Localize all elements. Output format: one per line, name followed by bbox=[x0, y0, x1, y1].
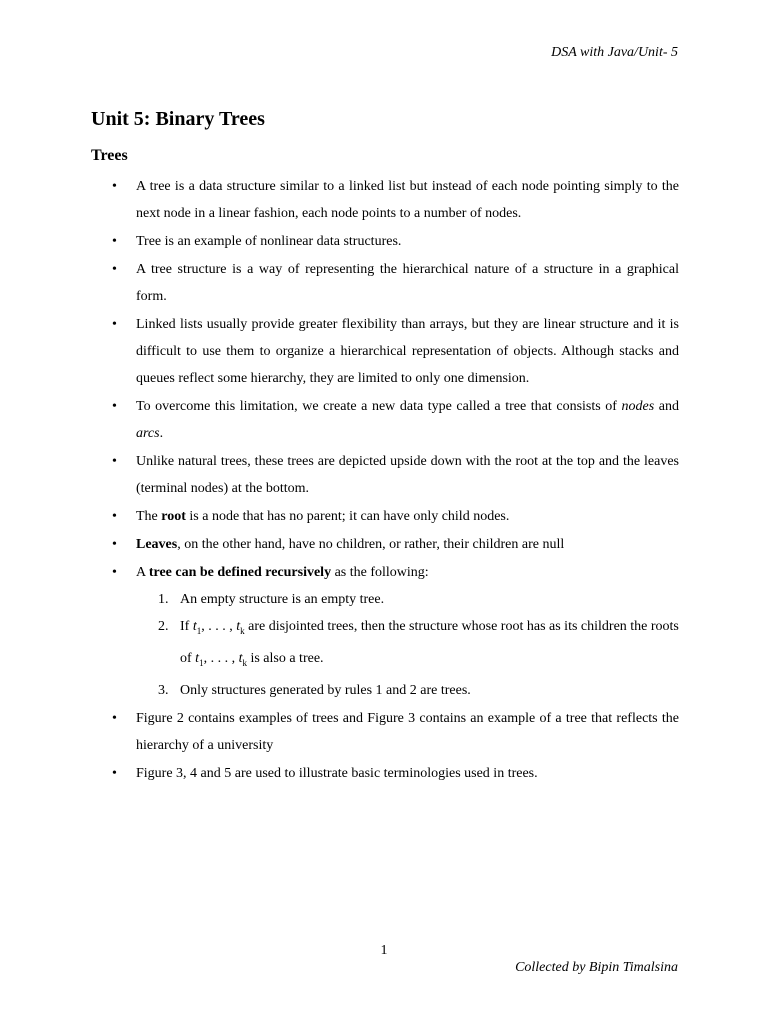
rule-text: Only structures generated by rules 1 and 2 are trees. bbox=[180, 682, 471, 698]
rule-text: , . . . , bbox=[201, 619, 237, 634]
bullet-item bbox=[91, 393, 679, 447]
term-recursive-definition: tree can be defined recursively bbox=[148, 565, 332, 580]
rule-text: are disjointed trees, then the structure whose root has as its children the roots of bbox=[180, 619, 679, 666]
running-header: DSA with Java/Unit- 5 bbox=[551, 45, 678, 60]
rule-list bbox=[136, 586, 679, 704]
bullet-text: Figure 3, 4 and 5 are used to illustrate basic terminologies used in trees. bbox=[136, 765, 538, 781]
term-nodes: nodes bbox=[621, 399, 655, 414]
rule-text: An empty structure is an empty tree. bbox=[180, 592, 385, 607]
subscript: k bbox=[240, 625, 245, 636]
bullet-item bbox=[91, 531, 679, 558]
rule-item bbox=[136, 677, 679, 704]
bullet-item bbox=[91, 256, 679, 310]
bullet-item bbox=[91, 705, 679, 759]
bullet-text: Linked lists usually provide greater flexibility than arrays, but they are linear structure and it is difficult to use them to organize a hierarchical representation of objects. Although stacks and queues reflect some hierarchy, they are limited to only one dimension. bbox=[136, 317, 679, 386]
var-t: t bbox=[238, 650, 243, 666]
bullet-item bbox=[91, 448, 679, 502]
running-footer: Collected by Bipin Timalsina bbox=[515, 960, 678, 975]
subscript: k bbox=[242, 657, 247, 668]
rule-text: is also a tree. bbox=[246, 650, 324, 666]
rule-number: 2. bbox=[158, 619, 169, 634]
bullet-text: A bbox=[136, 565, 149, 580]
bullet-item bbox=[91, 228, 679, 255]
rule-number: 3. bbox=[158, 682, 169, 698]
term-arcs: arcs bbox=[136, 426, 160, 441]
bullet-text: A tree is a data structure similar to a linked list but instead of each node pointing simply to the next node in a linear fashion, each node points to a number of nodes. bbox=[136, 179, 679, 221]
bullet-item bbox=[91, 311, 679, 392]
bullet-text: The bbox=[136, 509, 162, 524]
bullet-item bbox=[91, 559, 679, 704]
var-t: t bbox=[236, 619, 241, 634]
var-t: t bbox=[195, 650, 200, 666]
bullet-text: and bbox=[654, 399, 679, 414]
rule-number: 1. bbox=[158, 592, 169, 607]
rule-item bbox=[136, 586, 679, 613]
bullet-text: Unlike natural trees, these trees are depicted upside down with the root at the top and the leaves (terminal nodes) at the bottom. bbox=[136, 454, 679, 496]
bullet-text: , on the other hand, have no children, or rather, their children are null bbox=[177, 537, 565, 552]
bullet-text: as the following: bbox=[331, 565, 429, 580]
page-title: Unit 5: Binary Trees bbox=[91, 108, 265, 130]
bullet-text: A tree structure is a way of representing the hierarchical nature of a structure in a graphical form. bbox=[136, 262, 679, 304]
subscript: 1 bbox=[199, 657, 204, 668]
subscript: 1 bbox=[196, 625, 202, 636]
bullet-list bbox=[91, 173, 679, 788]
rule-text: If bbox=[180, 619, 193, 634]
bullet-text: . bbox=[159, 426, 164, 441]
page-number: 1 bbox=[380, 943, 388, 958]
bullet-item bbox=[91, 503, 679, 530]
rule-item bbox=[136, 613, 679, 677]
rule-text: , . . . , bbox=[203, 650, 239, 666]
bullet-text: To overcome this limitation, we create a new data type called a tree that consists of bbox=[136, 399, 622, 414]
section-heading: Trees bbox=[91, 147, 128, 164]
bullet-text: Tree is an example of nonlinear data structures. bbox=[136, 234, 402, 249]
bullet-item bbox=[91, 173, 679, 227]
term-root: root bbox=[161, 509, 186, 524]
term-leaves: Leaves bbox=[136, 537, 178, 552]
var-t: t bbox=[192, 619, 197, 634]
bullet-text: is a node that has no parent; it can have only child nodes. bbox=[185, 509, 510, 524]
bullet-item bbox=[91, 760, 679, 787]
bullet-text: Figure 2 contains examples of trees and Figure 3 contains an example of a tree that reflects the hierarchy of a university bbox=[136, 710, 679, 753]
